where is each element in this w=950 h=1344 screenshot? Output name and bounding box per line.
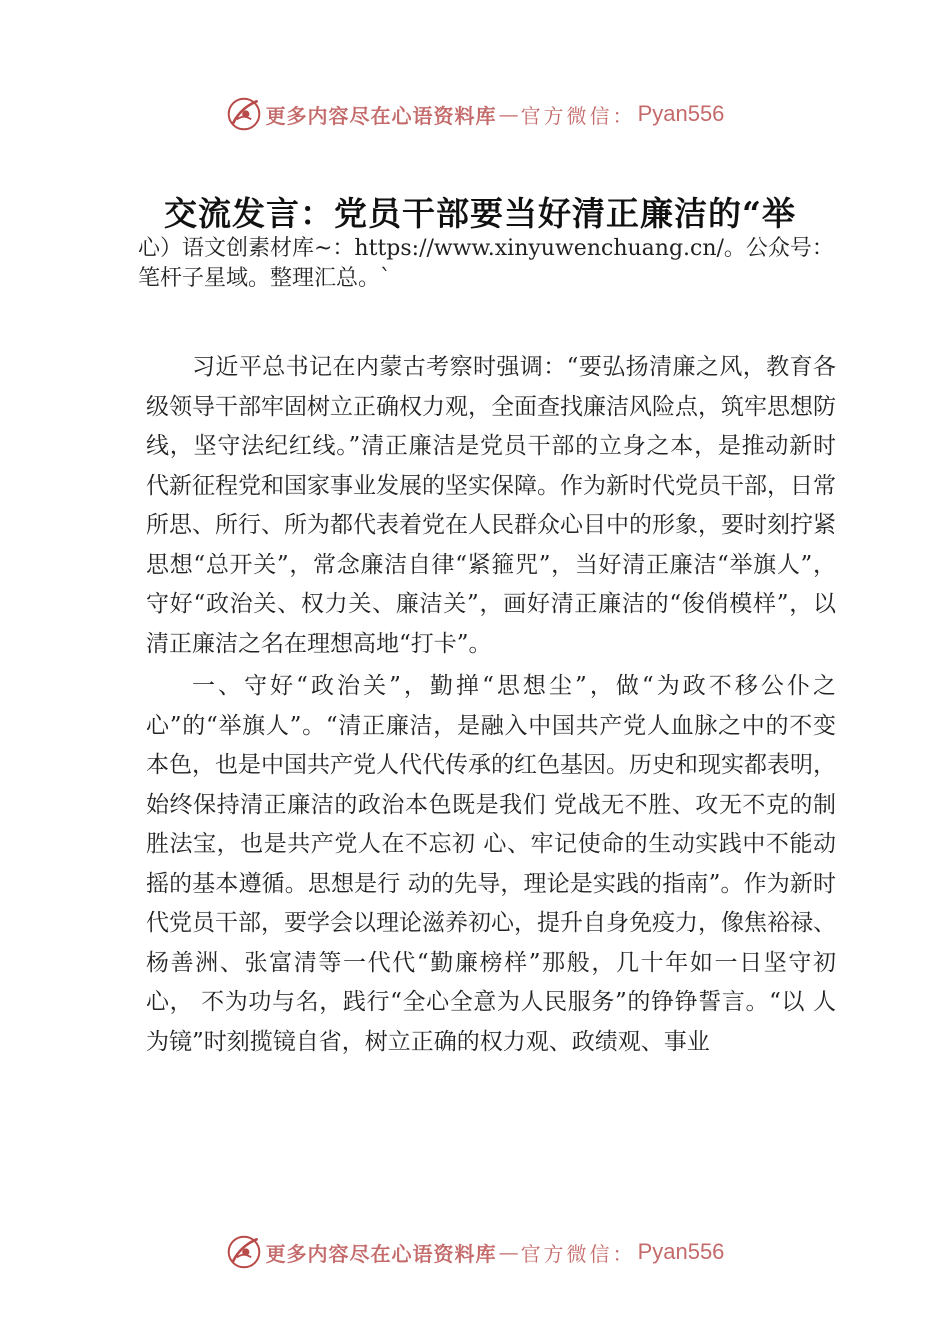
banner-label: 官方微信： xyxy=(520,103,636,128)
logo-icon xyxy=(226,96,262,132)
banner-dash: — xyxy=(498,1240,519,1264)
banner-label: 官方微信： xyxy=(520,1241,636,1266)
paragraph: 习近平总书记在内蒙古考察时强调：“要弘扬清廉之风，教育各级领导干部牢固树立正确权力观，全面查找廉洁风险点，筑牢思想防线，坚守法纪红线。”清正廉洁是党员干部的立身之本，是推动新时代新征程党和国家事业发展的坚实保障。作为新时代党员干部，日常所思、所行、所为都代表着党在人民群众心目中的形象，要时刻拧紧思想“总开关”，常念廉洁自律“紧箍咒”，当好清正廉洁“举旗人”，守好“政治关、权力关、廉洁关”，画好清正廉洁的“俊俏模样”，以清正廉洁之名在理想高地“打卡”。 xyxy=(146,354,836,657)
banner-wechat-id: Pyan556 xyxy=(637,101,725,126)
document-body xyxy=(146,348,836,1062)
footer-banner xyxy=(0,1232,950,1272)
document-title: 交流发言：党员干部要当好清正廉洁的“举 xyxy=(164,194,796,233)
banner-wechat-id: Pyan556 xyxy=(637,1239,725,1264)
banner-text: 更多内容尽在心语资料库 xyxy=(265,103,497,128)
header-banner xyxy=(0,94,950,134)
paragraph: 一、守好“政治关”，勤掸“思想尘”，做“为政不移公仆之心”的“举旗人”。“清正廉洁，是融入中国共产党人血脉之中的不变本色，也是中国共产党人代代传承的红色基因。历史和现实都表明，始终保持清正廉洁的政治本色既是我们 党战无不胜、攻无不克的制胜法宝，也是共产党人在不忘初 心、牢记使命的生动实践中不能动摇的基本遵循。思想是行 动的先导，理论是实践的指南”。作为新时代党员干部，要学会以理论滋养初心，提升自身免疫力，像焦裕禄、杨善洲、张富清等一代代“勤廉榜样”那般，几十年如一日坚守初心， 不为功与名，践行“全心全意为人民服务”的铮铮誓言。“以 人为镜”时刻揽镜自省，树立正确的权力观、政绩观、事业 xyxy=(146,673,836,1055)
banner-dash: — xyxy=(498,102,519,126)
document-subhead: 心）语文创素材库~：https://www.xinyuwenchuang.cn/。公众号：笔杆子星域。整理汇总。` xyxy=(138,236,834,291)
logo-icon xyxy=(226,1234,262,1270)
banner-text: 更多内容尽在心语资料库 xyxy=(265,1241,497,1266)
